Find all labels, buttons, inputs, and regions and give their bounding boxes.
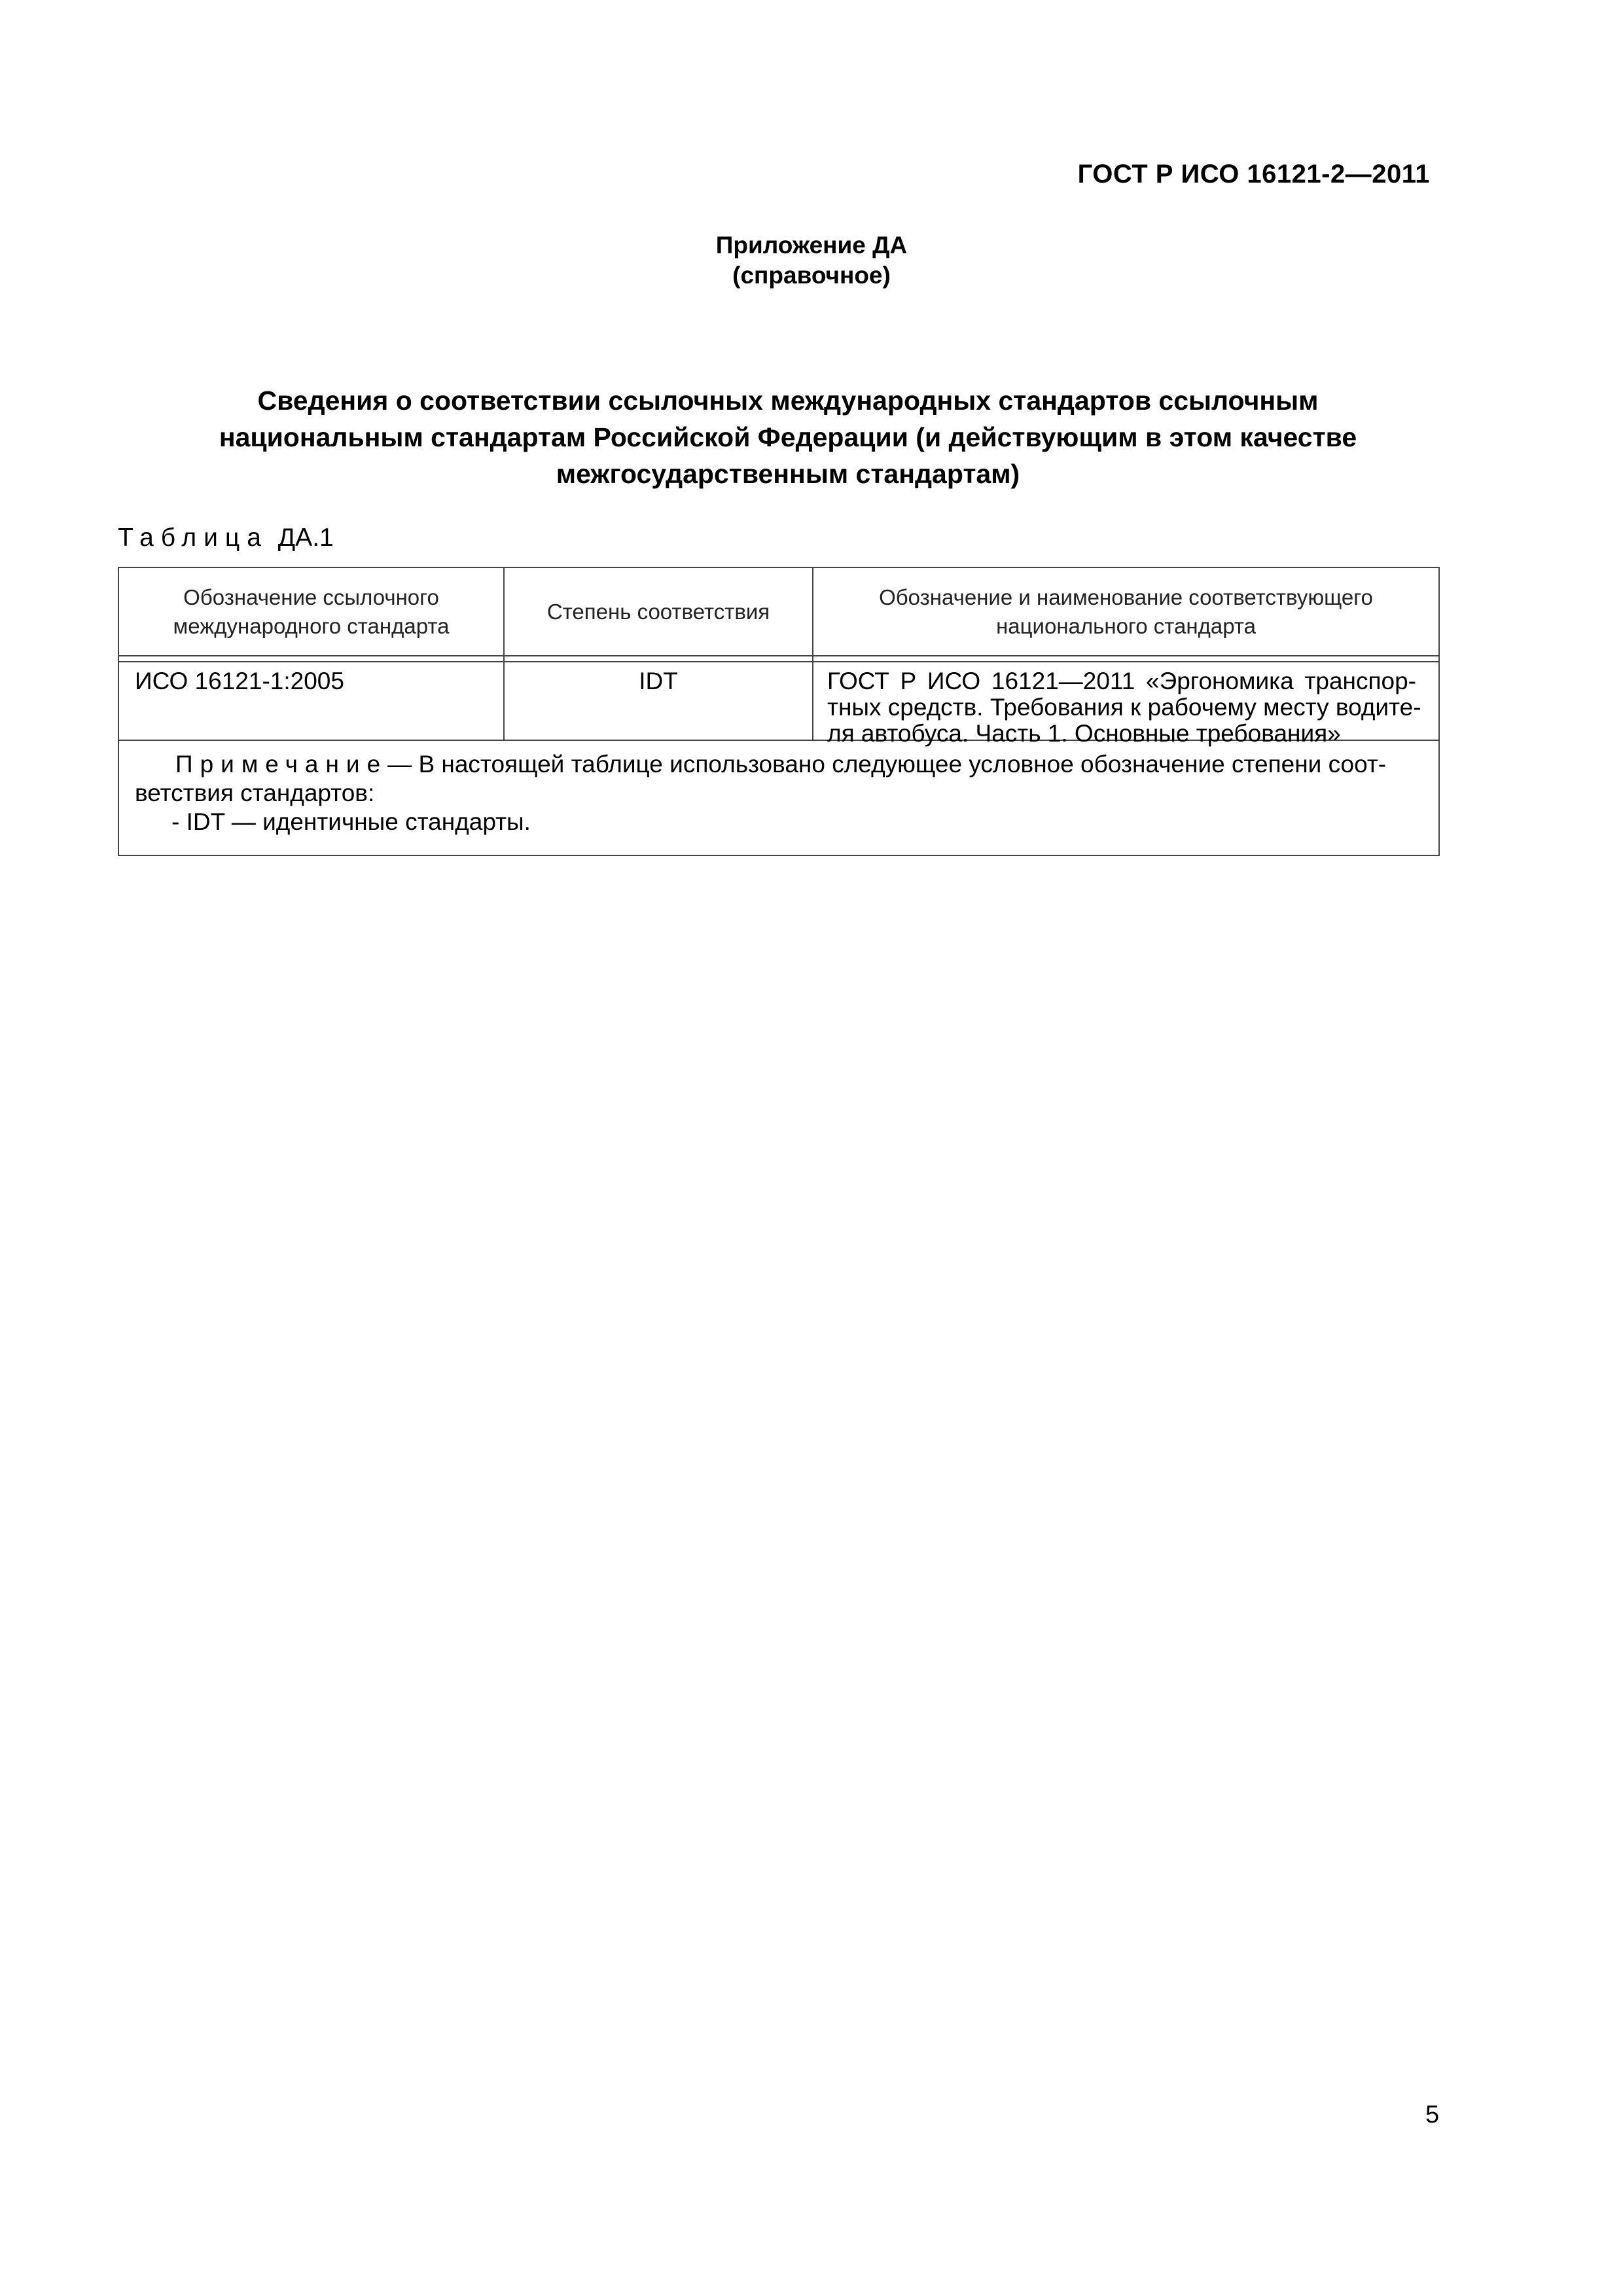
annex-title [0,230,1623,291]
national-standard-line-2: тных средств. Требования к рабочему месту водите- [827,694,1421,721]
cell-degree [505,668,812,694]
correspondence-table [118,567,1440,856]
table-caption-label: Таблица [118,524,268,552]
page-number: 5 [1425,2101,1440,2128]
annex-title-line: Приложение ДА [715,232,908,259]
cell-international-standard [135,668,495,694]
header-national-standard [813,568,1438,655]
header-national-line-1: Обозначение и наименование соответствующего [879,584,1373,609]
national-standard-line-3: ля автобуса. Часть 1. Основные требования» [827,720,1341,747]
table-caption-number: ДА.1 [277,524,334,552]
note-line-1 [135,750,1431,779]
table-divider [119,661,1438,662]
cell-national-standard [827,668,1421,747]
table-caption [118,524,334,552]
note-line-3: - IDT — идентичные стандарты. [171,808,531,835]
header-degree [505,568,812,655]
header-degree-label: Степень соответствия [546,599,770,624]
degree-value: IDT [639,668,678,694]
header-national-line-2: национального стандарта [996,613,1256,638]
document-code: ГОСТ Р ИСО 16121-2—2011 [1077,160,1430,188]
heading-line-1: Сведения о соответствии ссылочных международных стандартов ссылочным [257,386,1319,416]
national-standard-line-1: ГОСТ Р ИСО 16121—2011 «Эргономика транспор- [827,668,1416,694]
header-international-line-2: международного стандарта [173,613,450,638]
heading-line-3: межгосударственным стандартам) [556,459,1020,489]
section-heading [0,382,1576,492]
international-standard-value: ИСО 16121-1:2005 [135,668,344,694]
heading-line-2: национальным стандартам Российской Федерации (и действующим в этом качестве [219,422,1357,452]
note-line-2: ветствия стандартов: [135,780,375,806]
header-international-line-1: Обозначение ссылочного [183,584,439,609]
header-international-standard [119,568,503,655]
table-divider [119,655,1438,656]
note-label: Примечание [175,751,388,778]
note-text: — В настоящей таблице использовано следующее условное обозначение степени соот- [387,751,1387,778]
annex-subtitle: (справочное) [732,262,891,289]
table-note [135,750,1431,836]
